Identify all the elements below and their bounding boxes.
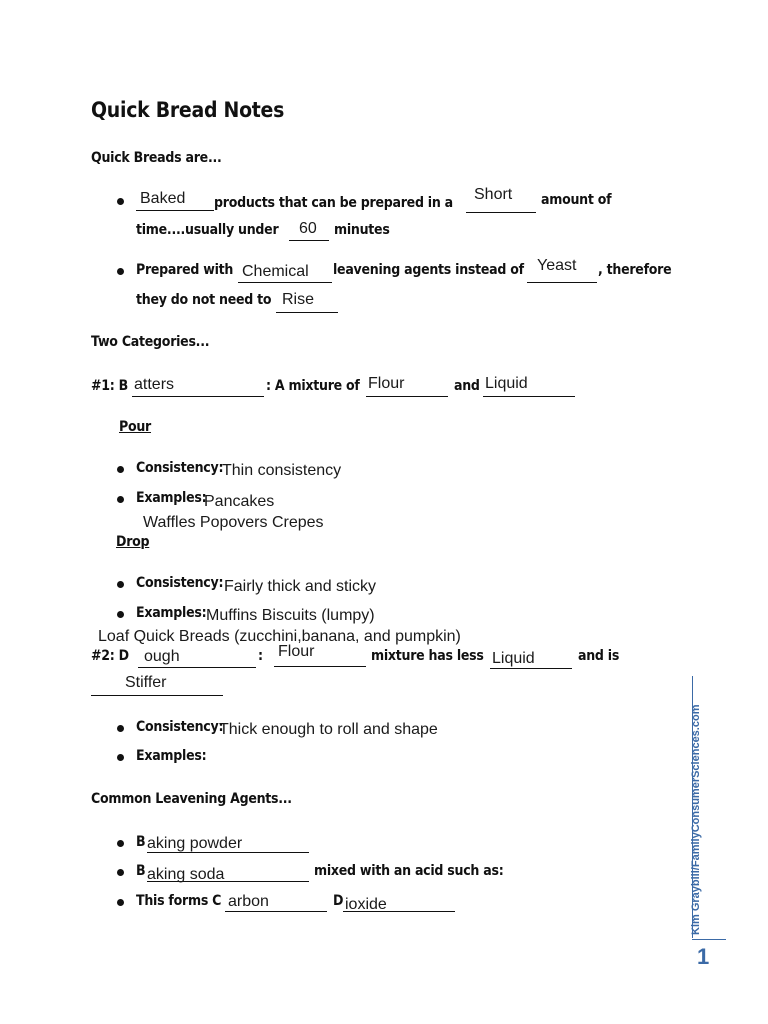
pour-consistency-value: Thin consistency xyxy=(222,462,342,479)
leavening-heading: Common Leavening Agents... xyxy=(91,791,292,807)
dough-examples-label: Examples: xyxy=(136,748,207,764)
sidebar-horizontal-rule xyxy=(692,939,726,940)
sidebar-credit: Kim Graybill/FamilyConsumerSciences.com xyxy=(690,704,702,935)
bullet xyxy=(117,198,124,205)
pour-examples-value-1: Pancakes xyxy=(204,493,275,510)
bullet xyxy=(117,840,124,847)
bullet xyxy=(117,496,124,503)
text-mixture-of: : A mixture of xyxy=(266,378,360,394)
page-number: 1 xyxy=(697,944,710,969)
text-mixture-has-less: mixture has less xyxy=(371,648,484,664)
blank-short: Short xyxy=(466,184,536,213)
blank-dioxide: ioxide xyxy=(343,891,455,912)
blank-carbon: arbon xyxy=(225,891,327,912)
category-1-prefix: #1: B xyxy=(91,378,129,394)
blank-liquid-2: Liquid xyxy=(490,646,572,669)
pour-examples-label: Examples: xyxy=(136,490,207,506)
leavening-item-3-text: This forms C xyxy=(136,893,222,909)
dough-consistency-label: Consistency: xyxy=(136,719,224,735)
bullet xyxy=(117,581,124,588)
bullet xyxy=(117,899,124,906)
blank-flour-2: Flour xyxy=(274,642,366,667)
drop-consistency-value: Fairly thick and sticky xyxy=(224,578,377,595)
pour-heading: Pour xyxy=(119,419,152,435)
bullet xyxy=(117,869,124,876)
text-time: time....usually under xyxy=(136,222,279,238)
blank-stiffer: Stiffer xyxy=(91,673,223,696)
text-prepared-with: Prepared with xyxy=(136,262,234,278)
leavening-item-1-prefix: B xyxy=(136,834,146,850)
text-colon: : xyxy=(258,648,263,664)
blank-rise: Rise xyxy=(276,290,338,313)
blank-batters: atters xyxy=(132,374,264,397)
categories-heading: Two Categories... xyxy=(91,334,210,350)
blank-flour-1: Flour xyxy=(366,374,448,397)
pour-examples-value-2: Waffles Popovers Crepes xyxy=(143,514,324,531)
dough-consistency-value: Thick enough to roll and shape xyxy=(219,721,438,738)
text-and: and xyxy=(454,378,480,394)
text-d: D xyxy=(333,893,344,909)
blank-liquid-1: Liquid xyxy=(483,374,575,397)
blank-baking-soda: aking soda xyxy=(147,861,309,882)
drop-heading: Drop xyxy=(116,534,150,550)
blank-yeast: Yeast xyxy=(527,254,597,283)
text-therefore: , therefore xyxy=(598,262,672,278)
text-and-is: and is xyxy=(578,648,620,664)
category-2-prefix: #2: D xyxy=(91,648,129,664)
blank-chemical: Chemical xyxy=(238,260,332,283)
text-they-do-not: they do not need to xyxy=(136,292,272,308)
text-minutes: minutes xyxy=(334,222,390,238)
text-mixed-with-acid: mixed with an acid such as: xyxy=(314,863,504,879)
bullet xyxy=(117,725,124,732)
bullet-1-line-1: Baked products that can be prepared in a xyxy=(136,188,479,211)
bullet xyxy=(117,268,124,275)
blank-dough: ough xyxy=(138,645,256,668)
blank-baked: Baked xyxy=(136,188,214,211)
drop-consistency-label: Consistency: xyxy=(136,575,224,591)
drop-examples-value-1: Muffins Biscuits (lumpy) xyxy=(206,607,375,624)
text-leavening: leavening agents instead of xyxy=(333,262,524,278)
page-title: Quick Bread Notes xyxy=(91,98,285,122)
leavening-item-2-prefix: B xyxy=(136,863,146,879)
bullet xyxy=(117,611,124,618)
bullet xyxy=(117,754,124,761)
blank-60: 60 xyxy=(289,220,329,241)
blank-baking-powder: aking powder xyxy=(147,832,309,853)
drop-examples-value-2: Loaf Quick Breads (zucchini,banana, and pumpkin) xyxy=(98,628,461,645)
pour-consistency-label: Consistency: xyxy=(136,460,224,476)
drop-examples-label: Examples: xyxy=(136,605,207,621)
intro-text: Quick Breads are... xyxy=(91,150,222,166)
text-amount-of: amount of xyxy=(541,192,612,208)
bullet xyxy=(117,466,124,473)
